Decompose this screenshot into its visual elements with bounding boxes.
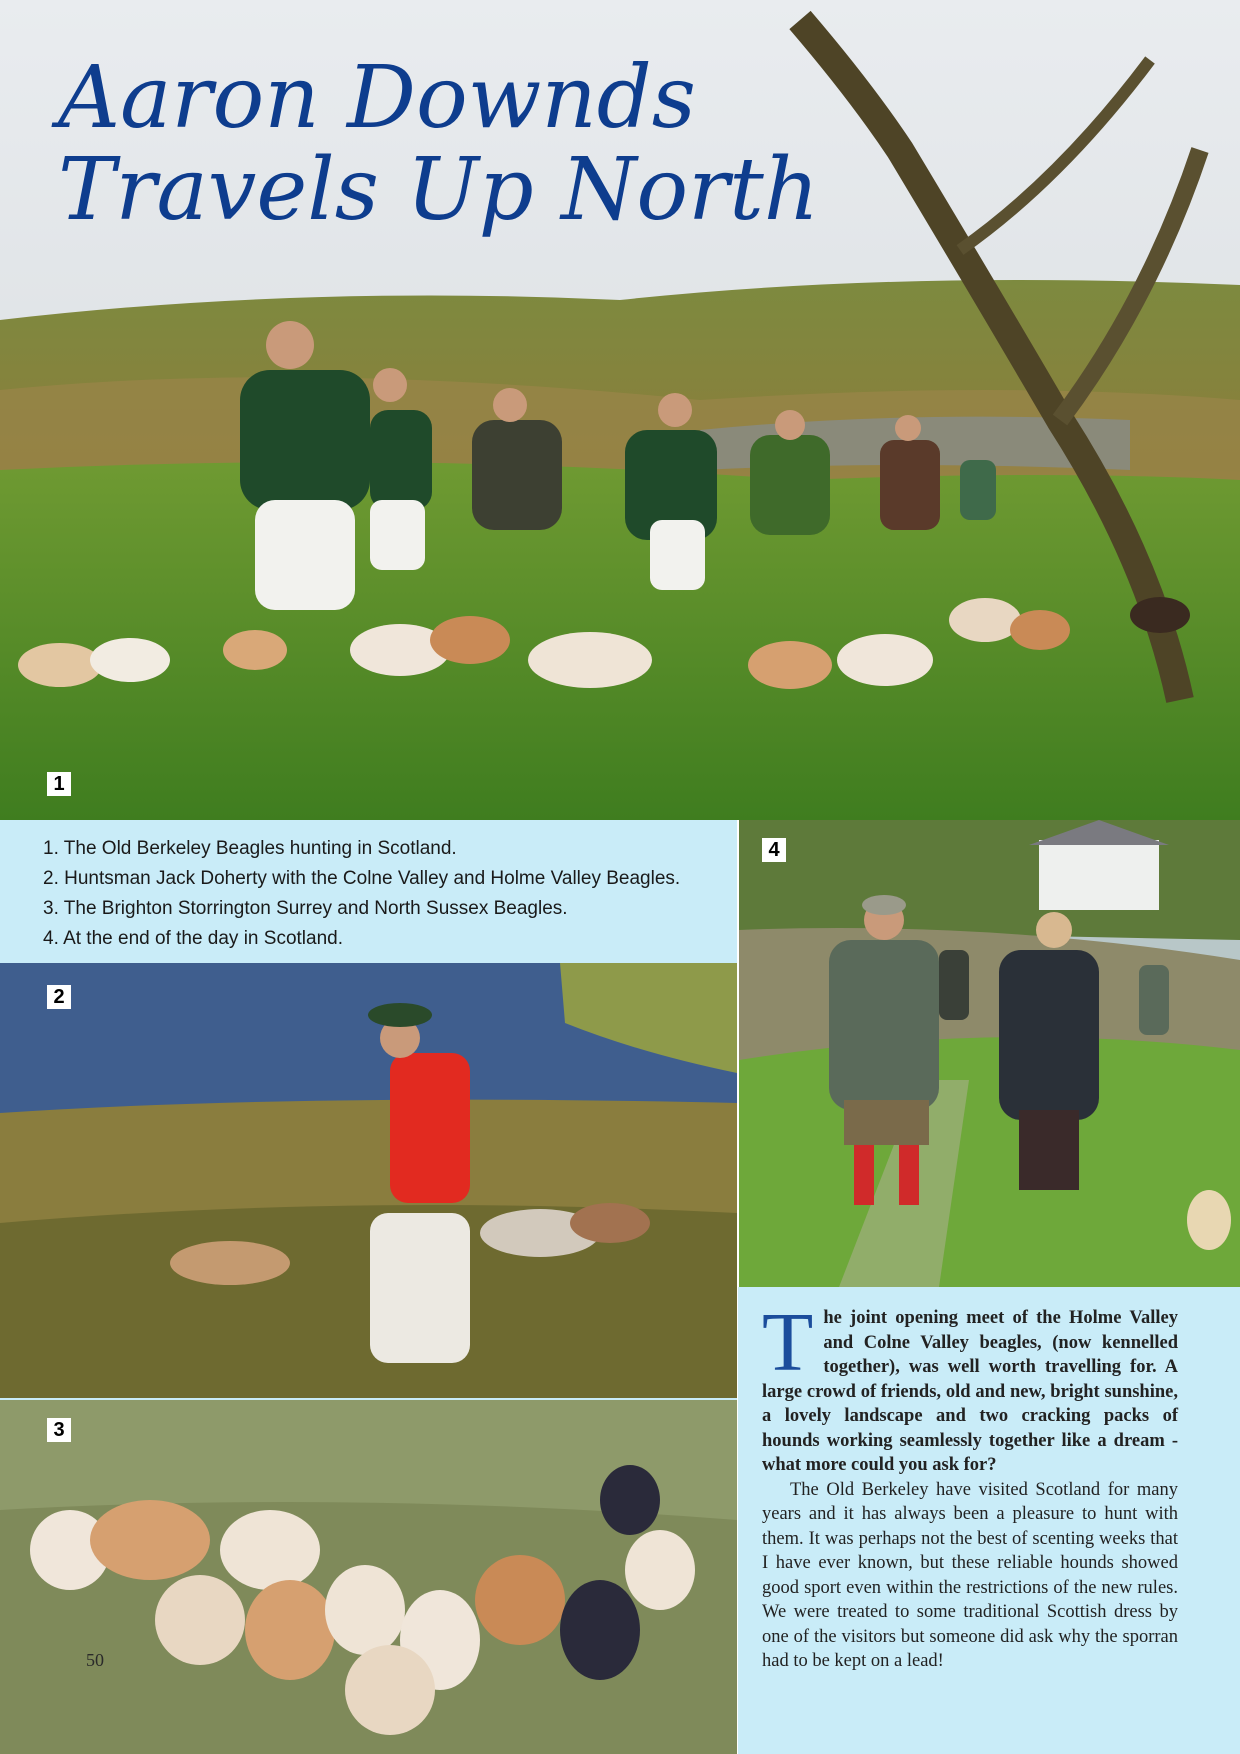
caption-list (0, 820, 738, 954)
title-line-1: Aaron Downds (58, 48, 696, 148)
drop-cap: T (762, 1296, 814, 1389)
photo-3-beagle-pack (0, 1400, 737, 1754)
caption-list-panel (0, 820, 738, 963)
photo-2-image (0, 963, 737, 1398)
photo-1-number: 1 (47, 772, 71, 796)
caption-2: 2. Huntsman Jack Doherty with the Colne Valley and Holme Valley Beagles. (43, 868, 681, 889)
caption-3: 3. The Brighton Storrington Surrey and North Sussex Beagles. (43, 898, 568, 919)
photo-2-number: 2 (47, 985, 71, 1009)
photo-4-end-of-day (739, 820, 1240, 1287)
photo-3-number: 3 (47, 1418, 71, 1442)
page-number: 50 (86, 1650, 104, 1670)
caption-1: 1. The Old Berkeley Beagles hunting in Scotland. (43, 838, 457, 859)
photo-2-huntsman (0, 963, 737, 1398)
article-body (738, 1287, 1240, 1674)
photo-3-image (0, 1400, 737, 1754)
article-title (58, 48, 820, 240)
article-paragraph: The Old Berkeley have visited Scotland for many years and it has always been a pleasure to hunt with them. It was perhaps not the best of scenting weeks that I have ever known, but these reliable hounds showed good sport even within the restrictions of the new rules. We were treated to some traditional Scottish dress by one of the visitors but someone did ask why the sporran had to be kept on a lead! (762, 1479, 1178, 1671)
caption-4: 4. At the end of the day in Scotland. (43, 928, 343, 949)
title-line-2: Travels Up North (58, 140, 820, 240)
photo-4-number: 4 (762, 838, 786, 862)
article-text-panel (738, 1287, 1240, 1754)
photo-4-image (739, 820, 1240, 1287)
article-lead-paragraph: he joint opening meet of the Holme Valley and Colne Valley beagles, (now kennelled together), was well worth travelling for. A large crowd of friends, old and new, bright sunshine, a lovely landscape and two cracking packs of hounds working seamlessly together like a dream - what more could you ask for? (762, 1308, 1178, 1475)
